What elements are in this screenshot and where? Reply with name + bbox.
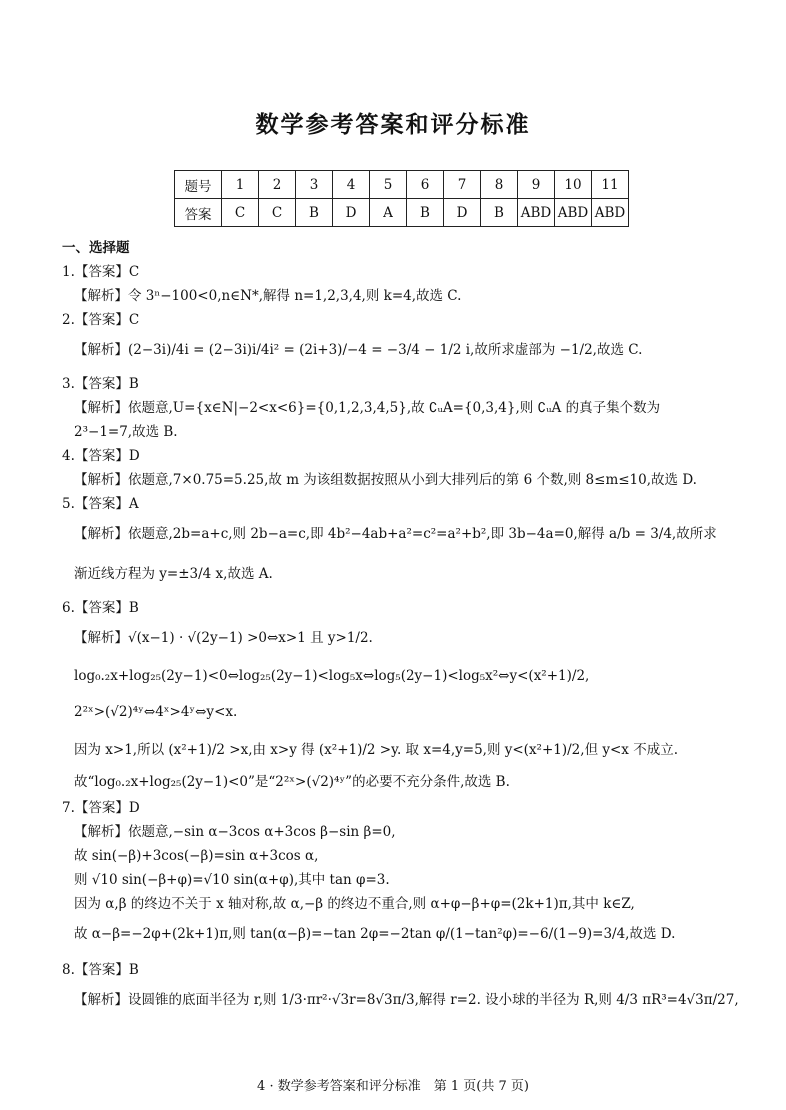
explanation-line: 则 √10 sin(−β+φ)=√10 sin(α+φ),其中 tan φ=3.: [74, 872, 390, 888]
answer-cell: D: [444, 199, 481, 227]
answer-line: 8.【答案】B: [62, 962, 139, 978]
explanation-line: 故“log₀.₂x+log₂₅(2y−1)<0”是“2²ˣ>(√2)⁴ʸ”的必要不充分条件,故选 B.: [74, 774, 510, 790]
explanation-line: 【解析】(2−3i)/4i = (2−3i)i/4i² = (2i+3)/−4 = −3/4 − 1/2 i,故所求虚部为 −1/2,故选 C.: [74, 342, 643, 358]
answer-line: 5.【答案】A: [62, 496, 139, 512]
explanation-line: 2³−1=7,故选 B.: [74, 424, 178, 440]
answer-cell: C: [259, 199, 296, 227]
answer-line: 2.【答案】C: [62, 312, 140, 328]
question-number: 7: [444, 171, 481, 199]
explanation-line: 因为 α,β 的终边不关于 x 轴对称,故 α,−β 的终边不重合,则 α+φ−β+φ=(2k+1)π,其中 k∈Z,: [74, 896, 635, 912]
question-number: 5: [370, 171, 407, 199]
explanation-line: 渐近线方程为 y=±3/4 x,故选 A.: [74, 566, 273, 582]
answer-cell: ABD: [592, 199, 629, 227]
answer-cell: B: [481, 199, 518, 227]
answer-table: [174, 170, 629, 227]
explanation-line: 因为 x>1,所以 (x²+1)/2 >x,由 x>y 得 (x²+1)/2 >y. 取 x=4,y=5,则 y<(x²+1)/2,但 y<x 不成立.: [74, 742, 678, 758]
answer-line: 6.【答案】B: [62, 600, 139, 616]
table-row: [175, 171, 629, 199]
explanation-line: 【解析】依题意,7×0.75=5.25,故 m 为该组数据按照从小到大排列后的第 6 个数,则 8≤m≤10,故选 D.: [74, 472, 697, 488]
answer-cell: C: [222, 199, 259, 227]
question-number: 8: [481, 171, 518, 199]
explanation-line: 故 α−β=−2φ+(2k+1)π,则 tan(α−β)=−tan 2φ=−2tan φ/(1−tan²φ)=−6/(1−9)=3/4,故选 D.: [74, 926, 676, 942]
page-title: 数学参考答案和评分标准: [255, 112, 531, 138]
explanation-line: 【解析】令 3ⁿ−100<0,n∈N*,解得 n=1,2,3,4,则 k=4,故选 C.: [74, 288, 462, 304]
explanation-line: 故 sin(−β)+3cos(−β)=sin α+3cos α,: [74, 848, 319, 864]
question-number: 3: [296, 171, 333, 199]
table-row: [175, 199, 629, 227]
explanation-line: log₀.₂x+log₂₅(2y−1)<0⇔log₂₅(2y−1)<log₅x⇔log₅(2y−1)<log₅x²⇔y<(x²+1)/2,: [74, 668, 590, 684]
explanation-line: 【解析】设圆锥的底面半径为 r,则 1/3·πr²·√3r=8√3π/3,解得 r=2. 设小球的半径为 R,则 4/3 πR³=4√3π/27,: [74, 992, 739, 1008]
question-number: 11: [592, 171, 629, 199]
question-number: 6: [407, 171, 444, 199]
table-row-label: 答案: [175, 199, 222, 227]
question-number: 1: [222, 171, 259, 199]
explanation-line: 【解析】依题意,2b=a+c,则 2b−a=c,即 4b²−4ab+a²=c²=a²+b²,即 3b−4a=0,解得 a/b = 3/4,故所求: [74, 526, 717, 542]
answer-line: 7.【答案】D: [62, 800, 140, 816]
question-number: 4: [333, 171, 370, 199]
section-heading: 一、选择题: [62, 240, 130, 256]
answer-cell: ABD: [555, 199, 592, 227]
answer-line: 3.【答案】B: [62, 376, 139, 392]
explanation-line: 【解析】依题意,−sin α−3cos α+3cos β−sin β=0,: [74, 824, 396, 840]
explanation-line: 2²ˣ>(√2)⁴ʸ⇔4ˣ>4ʸ⇔y<x.: [74, 704, 238, 720]
answer-line: 4.【答案】D: [62, 448, 140, 464]
question-number: 2: [259, 171, 296, 199]
question-number: 10: [555, 171, 592, 199]
explanation-line: 【解析】√(x−1) · √(2y−1) >0⇔x>1 且 y>1/2.: [74, 630, 373, 646]
explanation-line: 【解析】依题意,U={x∈N|−2<x<6}={0,1,2,3,4,5},故 ∁ᵤA={0,3,4},则 ∁ᵤA 的真子集个数为: [74, 400, 661, 416]
answer-cell: ABD: [518, 199, 555, 227]
question-number: 9: [518, 171, 555, 199]
answer-cell: A: [370, 199, 407, 227]
answer-line: 1.【答案】C: [62, 264, 140, 280]
table-row-label: 题号: [175, 171, 222, 199]
answer-cell: B: [407, 199, 444, 227]
page-footer: 4 · 数学参考答案和评分标准 第 1 页(共 7 页): [257, 1079, 529, 1094]
answer-cell: D: [333, 199, 370, 227]
answer-cell: B: [296, 199, 333, 227]
